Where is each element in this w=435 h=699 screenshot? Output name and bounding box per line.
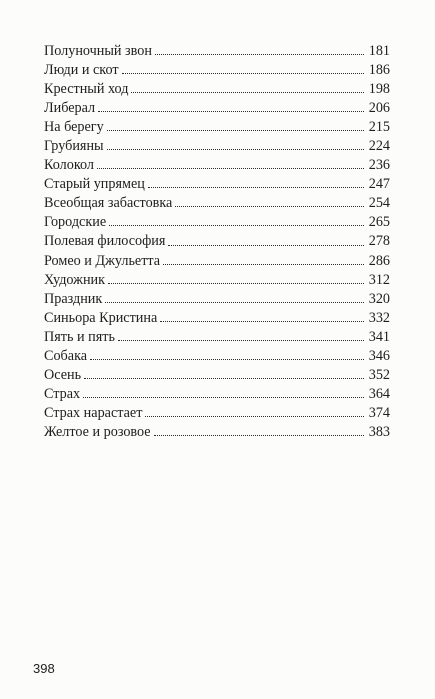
toc-entry <box>44 118 390 137</box>
toc-entry-title: Полуночный звон <box>44 43 152 59</box>
toc-entry-title: Страх <box>44 385 81 402</box>
toc-entry-page: 286 <box>368 252 390 269</box>
toc-entry-page: 181 <box>368 43 390 59</box>
dot-leader <box>108 282 364 284</box>
toc-entry-title: Крестный ход <box>44 81 129 98</box>
toc-entry-page: 247 <box>368 176 390 193</box>
toc-entry <box>44 213 390 232</box>
toc-entry <box>44 156 390 175</box>
toc-entry-page: 332 <box>368 309 390 326</box>
dot-leader <box>155 53 364 55</box>
dot-leader <box>148 186 364 188</box>
dot-leader <box>160 320 363 322</box>
dot-leader <box>109 224 364 226</box>
toc-entry-page: 374 <box>368 404 390 421</box>
toc-entry-page: 254 <box>368 195 390 212</box>
dot-leader <box>163 263 364 265</box>
toc-entry-title: Собака <box>44 347 88 364</box>
toc-entry-title: Пять и пять <box>44 328 115 345</box>
toc-entry-title: Либерал <box>44 100 96 117</box>
toc-entry-title: Праздник <box>44 290 103 307</box>
dot-leader <box>168 244 363 246</box>
toc-entry <box>44 80 390 99</box>
dot-leader <box>107 129 364 131</box>
toc-entry <box>44 232 390 251</box>
dot-leader <box>154 434 364 436</box>
toc-entry-title: Художник <box>44 271 106 288</box>
toc-entry-page: 215 <box>368 119 390 136</box>
dot-leader <box>175 205 363 207</box>
dot-leader <box>131 91 363 93</box>
toc-entry <box>44 328 390 347</box>
toc-entry-page: 346 <box>368 347 390 364</box>
toc-entry-title: Колокол <box>44 157 94 174</box>
toc-entry <box>44 194 390 213</box>
toc-entry <box>44 175 390 194</box>
dot-leader <box>84 377 364 379</box>
dot-leader <box>122 72 364 74</box>
dot-leader <box>90 358 364 360</box>
toc-entry-title: Люди и скот <box>44 62 119 79</box>
dot-leader <box>97 167 364 169</box>
toc-entry-page: 364 <box>368 385 390 402</box>
dot-leader <box>118 339 364 341</box>
toc-entry-title: Всеобщая забастовка <box>44 195 173 212</box>
toc-entry-page: 352 <box>368 366 390 383</box>
dot-leader <box>98 110 364 112</box>
toc-entry-page: 320 <box>368 290 390 307</box>
dot-leader <box>145 415 363 417</box>
toc-entry <box>44 366 390 385</box>
toc-entry-title: Осень <box>44 366 82 383</box>
toc-entry-page: 186 <box>368 62 390 79</box>
toc-entry-title: Ромео и Джульетта <box>44 252 161 269</box>
toc-entry <box>44 252 390 271</box>
toc-entry <box>44 347 390 366</box>
toc-entry <box>44 404 390 423</box>
toc-entry-page: 206 <box>368 100 390 117</box>
toc-entry <box>44 271 390 290</box>
toc-entry-page: 198 <box>368 81 390 98</box>
toc-entry-page: 224 <box>368 138 390 155</box>
dot-leader <box>83 396 364 398</box>
table-of-contents <box>44 42 390 442</box>
toc-entry-page: 265 <box>368 214 390 231</box>
toc-entry-page: 341 <box>368 328 390 345</box>
toc-entry <box>44 61 390 80</box>
toc-entry-page: 383 <box>368 423 390 440</box>
toc-entry-page: 278 <box>368 233 390 250</box>
toc-entry-title: На берегу <box>44 119 104 136</box>
toc-entry-title: Старый упрямец <box>44 176 145 193</box>
toc-entry-title: Желтое и розовое <box>44 423 151 440</box>
toc-entry <box>44 309 390 328</box>
toc-entry-title: Синьора Кристина <box>44 309 158 326</box>
toc-entry-title: Грубияны <box>44 138 104 155</box>
toc-entry <box>44 99 390 118</box>
page-number: 398 <box>33 661 55 676</box>
toc-entry-page: 236 <box>368 157 390 174</box>
toc-entry <box>44 423 390 442</box>
toc-entry <box>44 42 390 61</box>
toc-entry <box>44 137 390 156</box>
toc-entry-title: Страх нарастает <box>44 404 143 421</box>
dot-leader <box>105 301 363 303</box>
dot-leader <box>107 148 364 150</box>
toc-entry <box>44 290 390 309</box>
toc-entry <box>44 385 390 404</box>
toc-entry-title: Полевая философия <box>44 233 166 250</box>
toc-entry-title: Городские <box>44 214 107 231</box>
toc-entry-page: 312 <box>368 271 390 288</box>
